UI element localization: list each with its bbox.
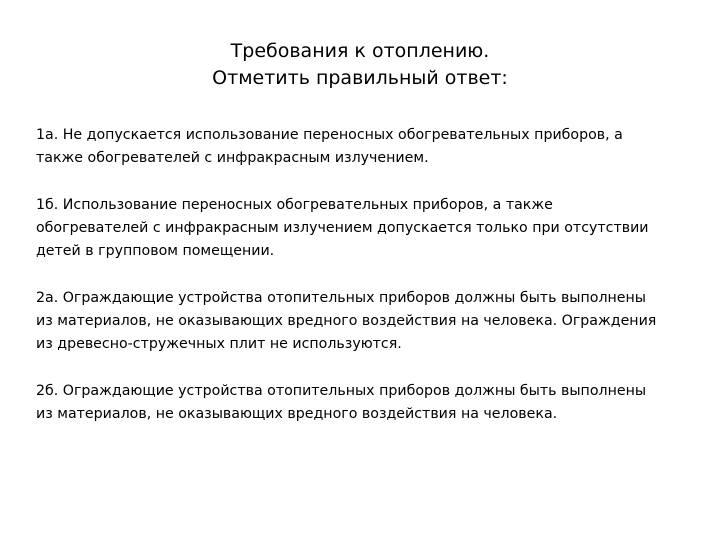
option-2b-line-1: 2б. Ограждающие устройства отопительных приборов должны быть выполнены: [36, 383, 647, 399]
option-1b[interactable]: [36, 194, 686, 263]
option-2a-line-1: 2а. Ограждающие устройства отопительных приборов должны быть выполнены: [36, 290, 647, 306]
answer-options: [36, 124, 686, 426]
option-2a[interactable]: [36, 287, 686, 356]
option-2a-line-2: из материалов, не оказывающих вредного воздействия на человека. Ограждения: [36, 313, 657, 329]
title-line-2: Отметить правильный ответ:: [212, 67, 508, 89]
title-line-1: Требования к отоплению.: [230, 40, 490, 62]
option-1b-line-2: обогревателей с инфракрасным излучением допускается только при отсутствии: [36, 220, 649, 236]
slide-title: [0, 38, 720, 92]
option-1a[interactable]: [36, 124, 686, 170]
option-1b-line-3: детей в групповом помещении.: [36, 243, 275, 259]
option-1b-line-1: 1б. Использование переносных обогревательных приборов, а также: [36, 197, 553, 213]
option-1a-line-2: также обогревателей с инфракрасным излучением.: [36, 150, 429, 166]
option-1a-line-1: 1а. Не допускается использование переносных обогревательных приборов, а: [36, 127, 623, 143]
option-2b[interactable]: [36, 380, 686, 426]
option-2b-line-2: из материалов, не оказывающих вредного воздействия на человека.: [36, 406, 558, 422]
option-2a-line-3: из древесно-стружечных плит не используются.: [36, 336, 402, 352]
